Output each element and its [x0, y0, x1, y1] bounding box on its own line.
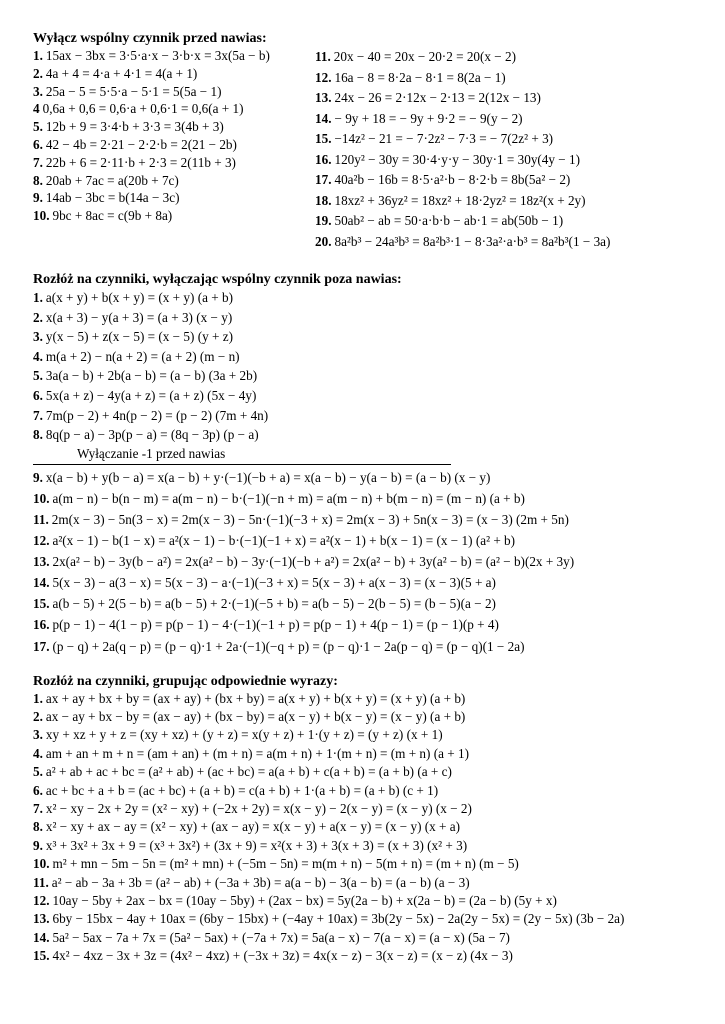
exercise-number: 5. — [33, 764, 43, 780]
exercise-number: 14. — [315, 110, 332, 126]
exercise-number: 16. — [33, 617, 50, 633]
exercise-number: 7. — [33, 801, 43, 817]
exercise-expression: a(x + y) + b(x + y) = (x + y) (a + b) — [45, 290, 233, 305]
exercise-item — [315, 191, 693, 212]
exercise-number: 8. — [33, 819, 43, 835]
exercise-expression: 0,6a + 0,6 = 0,6·a + 0,6·1 = 0,6(a + 1) — [42, 101, 244, 117]
exercise-item — [33, 690, 693, 708]
exercise-number: 15. — [33, 596, 50, 612]
exercise-expression: x³ + 3x² + 3x + 9 = (x³ + 3x²) + (3x + 9) = x²(x + 3) + 3(x + 3) = (x + 3) (x² + 3) — [45, 837, 468, 853]
exercise-expression: x² − xy + ax − ay = (x² − xy) + (ax − ay) = x(x − y) + a(x − y) = (x − y) (x + a) — [45, 819, 461, 835]
exercise-number: 17. — [315, 172, 332, 187]
section1-right-column — [315, 47, 693, 252]
exercise-number: 18. — [315, 192, 332, 208]
exercise-number: 1. — [33, 48, 43, 63]
exercise-number: 6. — [33, 782, 43, 798]
exercise-item — [33, 100, 315, 118]
exercise-item — [33, 172, 315, 190]
exercise-item — [33, 425, 693, 445]
exercise-item — [315, 232, 693, 253]
exercise-expression: x(a − b) + y(b − a) = x(a − b) + y·(−1)(−b + a) = x(a − b) − y(a − b) = (a − b) (x − y) — [45, 469, 491, 485]
exercise-expression: 50ab² − ab = 50·a·b·b − ab·1 = ab(50b − 1) — [334, 213, 564, 228]
exercise-number: 8. — [33, 172, 43, 188]
exercise-item — [33, 745, 693, 763]
exercise-number: 13. — [315, 90, 332, 105]
exercise-number: 19. — [315, 213, 332, 228]
exercise-number: 9. — [33, 190, 43, 206]
exercise-number: 20. — [315, 233, 332, 249]
exercise-item — [33, 65, 315, 83]
exercise-item — [33, 83, 315, 101]
exercise-expression: y(x − 5) + z(x − 5) = (x − 5) (y + z) — [45, 329, 233, 345]
exercise-item — [33, 207, 315, 225]
exercise-number: 13. — [33, 911, 50, 927]
exercise-expression: 24x − 26 = 2·12x − 2·13 = 2(12x − 13) — [334, 90, 541, 105]
exercise-item — [315, 109, 693, 130]
exercise-item — [315, 150, 693, 171]
exercise-number: 10. — [33, 856, 50, 872]
exercise-number: 4. — [33, 745, 43, 761]
exercise-item — [33, 855, 693, 873]
exercise-item — [33, 189, 315, 207]
exercise-expression: ax − ay + bx − by = (ax − ay) + (bx − by) = a(x − y) + b(x − y) = (x − y) (a + b) — [45, 709, 466, 724]
exercise-number: 2. — [33, 709, 43, 724]
exercise-item — [33, 327, 693, 347]
exercise-expression: − 9y + 18 = − 9y + 9·2 = − 9(y − 2) — [334, 110, 523, 126]
exercise-number: 6. — [33, 387, 43, 403]
exercise-item — [33, 837, 693, 855]
exercise-expression: 4x² − 4xz − 3x + 3z = (4x² − 4xz) + (−3x + 3z) = 4x(x − z) − 3(x − z) = (x − z) (4x − 3) — [52, 948, 513, 964]
exercise-expression: p(p − 1) − 4(1 − p) = p(p − 1) − 4·(−1)(−1 + p) = p(p − 1) + 4(p − 1) = (p − 1)(p + 4) — [52, 617, 499, 633]
exercise-expression: 40a²b − 16b = 8·5·a²·b − 8·2·b = 8b(5a² − 2) — [334, 172, 571, 187]
exercise-number: 15. — [33, 948, 50, 964]
exercise-item — [33, 347, 693, 367]
exercise-item — [33, 406, 693, 426]
exercise-number: 9. — [33, 837, 43, 853]
exercise-number: 13. — [33, 554, 50, 570]
exercise-item — [33, 118, 315, 136]
section2-subheading: Wyłączanie -1 przed nawias — [77, 445, 226, 461]
exercise-item — [33, 782, 693, 800]
exercise-expression: xy + xz + y + z = (xy + xz) + (y + z) = x(y + z) + 1·(y + z) = (y + z) (x + 1) — [45, 727, 443, 743]
exercise-number: 8. — [33, 427, 43, 443]
section3 — [33, 467, 693, 657]
exercise-item — [33, 708, 693, 726]
exercise-number: 3. — [33, 83, 43, 99]
exercise-item — [33, 636, 693, 657]
exercise-expression: 42 − 4b = 2·21 − 2·2·b = 2(21 − 2b) — [45, 136, 237, 152]
section4-list — [33, 690, 693, 966]
exercise-number: 3. — [33, 727, 43, 743]
exercise-number: 2. — [33, 309, 43, 325]
exercise-expression: −14z² − 21 = − 7·2z² − 7·3 = − 7(2z² + 3) — [334, 131, 554, 146]
exercise-number: 3. — [33, 329, 43, 345]
exercise-expression: 2m(x − 3) − 5n(3 − x) = 2m(x − 3) − 5n·(−1)(−3 + x) = 2m(x − 3) + 5n(x − 3) = (x − 3) (2m + 5n) — [51, 511, 569, 527]
exercise-number: 6. — [33, 136, 43, 152]
exercise-number: 9. — [33, 469, 43, 485]
exercise-item — [33, 910, 693, 928]
exercise-item — [33, 947, 693, 965]
section2 — [33, 271, 693, 465]
exercise-item — [33, 572, 693, 593]
exercise-item — [315, 68, 693, 89]
exercise-item — [33, 386, 693, 406]
exercise-item — [33, 614, 693, 635]
exercise-expression: 16a − 8 = 8·2a − 8·1 = 8(2a − 1) — [334, 69, 506, 85]
exercise-item — [315, 88, 693, 109]
exercise-expression: 6by − 15bx − 4ay + 10ax = (6by − 15bx) + (−4ay + 10ax) = 3b(2y − 5x) − 2a(2y − 5x) = (2y − 5x) (3b − 2a) — [52, 911, 625, 927]
exercise-number: 11. — [33, 511, 49, 527]
exercise-number: 7. — [33, 407, 43, 423]
divider-line — [33, 464, 451, 465]
exercise-number: 17. — [33, 638, 50, 654]
exercise-item — [33, 551, 693, 572]
exercise-number: 1. — [33, 690, 43, 706]
exercise-number: 14. — [33, 575, 50, 591]
exercise-expression: 9bc + 8ac = c(9b + 8a) — [52, 208, 173, 224]
exercise-number: 10. — [33, 490, 50, 506]
exercise-item — [33, 467, 693, 488]
section1-heading: Wyłącz wspólny czynnik przed nawias: — [33, 31, 267, 46]
exercise-number: 2. — [33, 65, 43, 81]
exercise-expression: 14ab − 3bc = b(14a − 3c) — [45, 190, 180, 206]
section2-list — [33, 288, 693, 445]
exercise-expression: 3a(a − b) + 2b(a − b) = (a − b) (3a + 2b) — [45, 368, 258, 384]
exercise-expression: 15ax − 3bx = 3·5·a·x − 3·b·x = 3x(5a − b) — [45, 48, 270, 63]
exercise-item — [315, 129, 693, 150]
exercise-item — [33, 136, 315, 154]
exercise-item — [33, 818, 693, 836]
exercise-expression: 12b + 9 = 3·4·b + 3·3 = 3(4b + 3) — [45, 119, 224, 135]
exercise-item — [33, 892, 693, 910]
exercise-expression: am + an + m + n = (am + an) + (m + n) = a(m + n) + 1·(m + n) = (m + n) (a + 1) — [45, 745, 469, 761]
exercise-item — [33, 726, 693, 744]
exercise-expression: 5(x − 3) − a(3 − x) = 5(x − 3) − a·(−1)(−3 + x) = 5(x − 3) + a(x − 3) = (x − 3)(5 + a) — [52, 575, 496, 591]
exercise-item — [33, 308, 693, 328]
exercise-expression: 7m(p − 2) + 4n(p − 2) = (p − 2) (7m + 4n) — [45, 407, 269, 423]
exercise-expression: 4a + 4 = 4·a + 4·1 = 4(a + 1) — [45, 65, 198, 81]
exercise-number: 4. — [33, 348, 43, 364]
exercise-number: 15. — [315, 131, 332, 146]
exercise-item — [33, 509, 693, 530]
exercise-expression: 10ay − 5by + 2ax − bx = (10ay − 5by) + (2ax − bx) = 5y(2a − b) + x(2a − b) = (2a − b) (5y + x) — [52, 893, 557, 909]
exercise-number: 1. — [33, 290, 43, 305]
exercise-item — [33, 929, 693, 947]
exercise-number: 12. — [315, 69, 332, 85]
exercise-expression: 5a² − 5ax − 7a + 7x = (5a² − 5ax) + (−7a + 7x) = 5a(a − x) − 7(a − x) = (a − x) (5a − 7) — [52, 929, 510, 945]
exercise-item — [315, 170, 693, 191]
section4 — [33, 673, 693, 966]
exercise-number: 5. — [33, 119, 43, 135]
section4-heading: Rozłóż na czynniki, grupując odpowiednie wyrazy: — [33, 673, 338, 689]
exercise-expression: a² − ab − 3a + 3b = (a² − ab) + (−3a + 3b) = a(a − b) − 3(a − b) = (a − b) (a − 3) — [51, 874, 470, 890]
exercise-number: 14. — [33, 929, 50, 945]
exercise-number: 5. — [33, 368, 43, 384]
exercise-item — [33, 800, 693, 818]
exercise-expression: ax + ay + bx + by = (ax + ay) + (bx + by) = a(x + y) + b(x + y) = (x + y) (a + b) — [45, 690, 466, 706]
exercise-item — [315, 47, 693, 68]
exercise-item — [33, 288, 693, 308]
exercise-number: 12. — [33, 893, 50, 909]
exercise-item — [33, 593, 693, 614]
exercise-expression: 18xz² + 36yz² = 18xz² + 18·2yz² = 18z²(x + 2y) — [334, 192, 586, 208]
exercise-expression: 120y² − 30y = 30·4·y·y − 30y·1 = 30y(4y − 1) — [334, 151, 581, 167]
worksheet — [33, 30, 693, 966]
exercise-expression: x(a + 3) − y(a + 3) = (a + 3) (x − y) — [45, 309, 233, 325]
exercise-item — [315, 211, 693, 232]
exercise-expression: a(b − 5) + 2(5 − b) = a(b − 5) + 2·(−1)(−5 + b) = a(b − 5) − 2(b − 5) = (b − 5)(a − 2) — [52, 596, 496, 612]
exercise-expression: 20x − 40 = 20x − 20·2 = 20(x − 2) — [333, 49, 517, 64]
exercise-item — [33, 154, 315, 172]
exercise-expression: a(m − n) − b(n − m) = a(m − n) − b·(−1)(−n + m) = a(m − n) + b(m − n) = (m − n) (a + b) — [52, 490, 525, 506]
exercise-expression: x² − xy − 2x + 2y = (x² − xy) + (−2x + 2y) = x(x − y) − 2(x − y) = (x − y) (x − 2) — [45, 801, 472, 817]
exercise-expression: 25a − 5 = 5·5·a − 5·1 = 5(5a − 1) — [45, 83, 222, 99]
exercise-expression: 20ab + 7ac = a(20b + 7c) — [45, 172, 179, 188]
section1-columns — [33, 47, 693, 252]
exercise-item — [33, 874, 693, 892]
exercise-expression: 5x(a + z) − 4y(a + z) = (a + z) (5x − 4y) — [45, 387, 257, 403]
exercise-expression: m² + mn − 5m − 5n = (m² + mn) + (−5m − 5n) = m(m + n) − 5(m + n) = (m + n) (m − 5) — [52, 856, 519, 872]
exercise-expression: m(a + 2) − n(a + 2) = (a + 2) (m − n) — [45, 348, 240, 364]
exercise-expression: 2x(a² − b) − 3y(b − a²) = 2x(a² − b) − 3y·(−1)(−b + a²) = 2x(a² − b) + 3y(a² − b) = (a² − b)(2x + 3y) — [52, 554, 575, 570]
section3-list — [33, 467, 693, 657]
exercise-number: 16. — [315, 151, 332, 167]
exercise-expression: a² + ab + ac + bc = (a² + ab) + (ac + bc) = a(a + b) + c(a + b) = (a + b) (a + c) — [45, 764, 452, 780]
exercise-number: 12. — [33, 533, 50, 549]
exercise-expression: a²(x − 1) − b(1 − x) = a²(x − 1) − b·(−1)(−1 + x) = a²(x − 1) + b(x − 1) = (x − 1) (a² + b) — [52, 533, 516, 549]
exercise-number: 10. — [33, 208, 50, 224]
section1-left-column — [33, 47, 315, 252]
exercise-number: 7. — [33, 154, 43, 170]
exercise-item — [33, 366, 693, 386]
exercise-expression: 8q(p − a) − 3p(p − a) = (8q − 3p) (p − a) — [45, 427, 259, 443]
exercise-number: 11. — [33, 874, 49, 890]
exercise-item — [33, 47, 315, 65]
exercise-item — [33, 530, 693, 551]
exercise-item — [33, 488, 693, 509]
exercise-expression: 22b + 6 = 2·11·b + 2·3 = 2(11b + 3) — [45, 154, 236, 170]
exercise-number: 4 — [33, 101, 40, 117]
exercise-expression: 8a²b³ − 24a³b³ = 8a²b³·1 − 8·3a²·a·b³ = 8a²b³(1 − 3a) — [334, 233, 611, 249]
exercise-number: 11. — [315, 49, 331, 64]
exercise-expression: ac + bc + a + b = (ac + bc) + (a + b) = c(a + b) + 1·(a + b) = (a + b) (c + 1) — [45, 782, 439, 798]
section2-heading: Rozłóż na czynniki, wyłączając wspólny czynnik poza nawias: — [33, 272, 402, 287]
exercise-item — [33, 763, 693, 781]
exercise-expression: (p − q) + 2a(q − p) = (p − q)·1 + 2a·(−1)(−q + p) = (p − q)·1 − 2a(p − q) = (p − q)(1 − 2a) — [52, 638, 525, 654]
